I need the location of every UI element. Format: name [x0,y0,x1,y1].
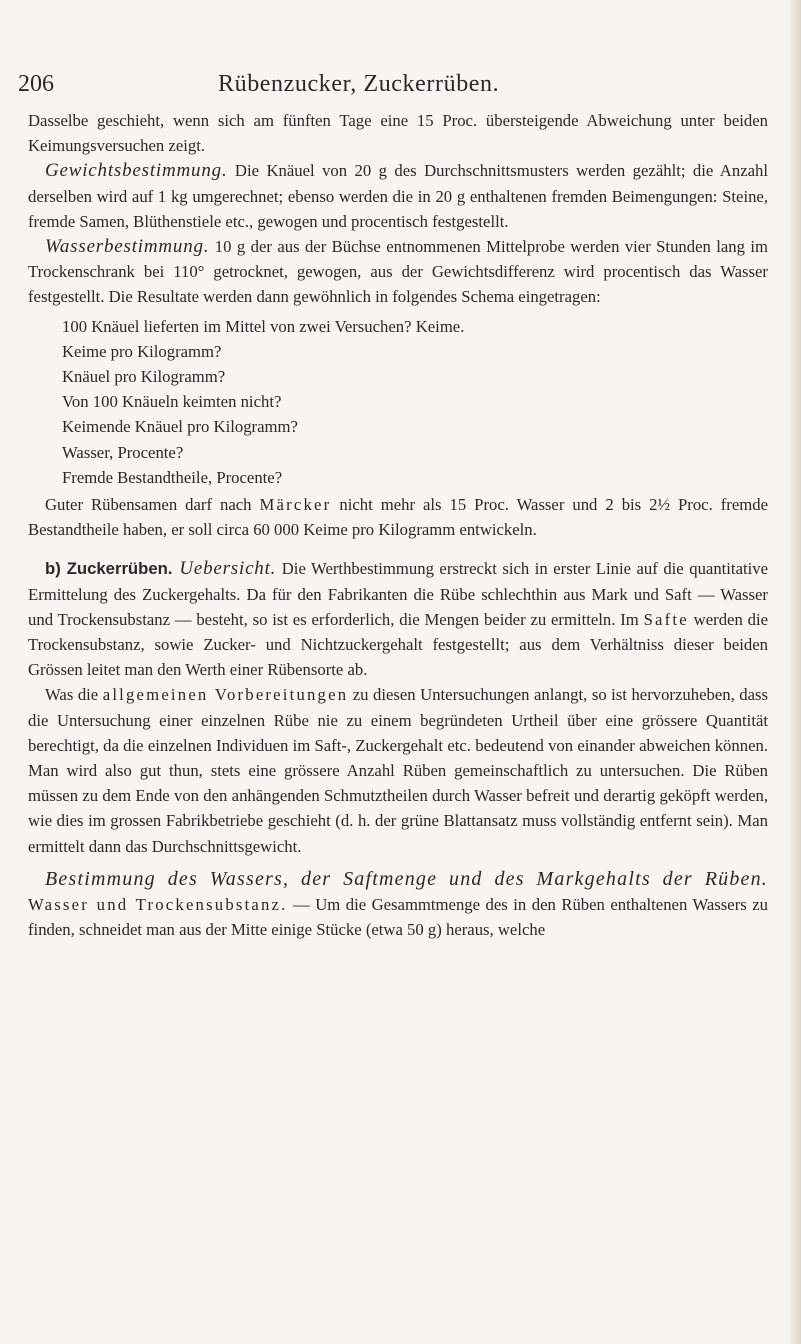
paragraph-continuation: Dasselbe geschieht, wenn sich am fünften Tage eine 15 Proc. übersteigende Abweichung unter beiden Keimungsversuchen zeigt. [28,111,768,156]
schema-item: Von 100 Knäueln keimten nicht? [62,392,282,412]
paragraph-text: 10 g der aus der Büchse entnommenen Mittelprobe werden vier Stunden lang im Trockenschrank bei 110° getrocknet, gewogen, aus der Gewichtsdifferenz wird procentisch das Wasser festgestellt. Die Resultate werden dann gewöhnlich in folgendes Schema eingetragen: [28,237,768,307]
running-title: Rübenzucker, Zuckerrüben. [218,71,500,97]
schema-item: 100 Knäuel lieferten im Mittel von zwei Versuchen? Keime. [62,316,465,336]
paragraph-maercker [28,492,768,542]
schema-item: Keime pro Kilogramm? [62,341,222,361]
paragraph-text: nicht mehr als 15 Proc. Wasser und 2 bis 2½ Proc. fremde Bestandtheile haben, er soll circa 60 000 Keime pro Kilogramm entwickeln. [28,495,768,540]
page-edge [789,0,801,1344]
emphasis-trockensubstanz: Wasser und Trockensubstanz. [28,895,288,915]
spacer [28,542,768,556]
schema-item: Knäuel pro Kilogramm? [62,367,226,387]
schema-item: Wasser, Procente? [62,442,184,462]
paragraph-text: — Um die Gesammtmenge des in den Rüben enthaltenen Wassers zu finden, schneidet man aus der Mitte einige Stücke (etwa 50 g) heraus, welche [28,895,768,940]
schema-item: Keimende Knäuel pro Kilogramm? [62,417,298,437]
paragraph-text: Die Werthbestimmung erstreckt sich in erster Linie auf die quantitative Ermittelung des Zuckergehalts. Da für den Fabrikanten die Rübe schlechthin aus Mark und Saft — Wasser und Trockensubstanz — besteht, so ist es erforderlich, die Mengen beider zu ermitteln. Im [28,559,768,629]
section-heading-bestimmung: Bestimmung des Wassers, der Saftmenge und des Markgehalts der Rüben. [45,867,768,890]
paragraph-wasserbestimmung [28,234,768,310]
emphasis-safte: Safte [643,609,689,629]
schema-item: Fremde Bestandtheile, Procente? [62,467,283,487]
author-name: Märcker [259,495,332,515]
body-text [28,108,768,943]
paragraph-zuckerrueben [28,556,768,682]
schema-list [28,314,768,490]
paragraph-bestimmung-wasser [28,867,768,943]
emphasis-vorbereitungen: allgemeinen Vorbereitungen [102,685,349,705]
paragraph-text: Was die [45,685,103,705]
spacer [28,859,768,867]
page-number: 206 [18,71,54,97]
paragraph-vorbereitungen [28,682,768,858]
section-heading-uebersicht: Uebersicht. [172,558,277,580]
paragraph-text: Die Knäuel von 20 g des Durchschnittsmusters werden gezählt; die Anzahl derselben wird auf 1 kg umgerechnet; ebenso werden die in 20 g enthaltenen fremden Beimengungen: Steine, fremde Samen, Blüthenstiele etc., gewogen und procentisch festgestellt. [28,161,768,231]
paragraph-gewichtsbestimmung [28,158,768,234]
section-heading-gewichtsbestimmung: Gewichtsbestimmung. [45,160,228,182]
paragraph-text: Guter Rübensamen darf nach [45,495,260,515]
section-label-zuckerrueben: b) Zuckerrüben. [45,559,173,579]
page-header [18,66,768,102]
paragraph-text: werden die Trockensubstanz, sowie Zucker- und Nichtzuckergehalt festgestellt; aus dem Verhältniss dieser beiden Grössen leitet man den Werth einer Rübensorte ab. [28,609,768,680]
section-heading-wasserbestimmung: Wasserbestimmung. [45,236,210,258]
paragraph-text: zu diesen Untersuchungen anlangt, so ist hervorzuheben, dass die Untersuchung einer einzelnen Rübe nie zu einem begründeten Urtheil über eine grössere Quantität berechtigt, da die einzelnen Individuen im Saft-, Zuckergehalt etc. bedeutend von einander abweichen können. Man wird also gut thun, stets eine grössere Anzahl Rüben gemeinschaftlich zu untersuchen. Die Rüben müssen zu dem Ende von den anhängenden Schmutztheilen durch Wasser befreit und derartig geköpft werden, wie dies im grossen Fabrikbetriebe geschieht (d. h. der grüne Blattansatz muss vollständig entfernt sein). Man ermittelt dann das Durchschnittsgewicht. [28,685,769,856]
